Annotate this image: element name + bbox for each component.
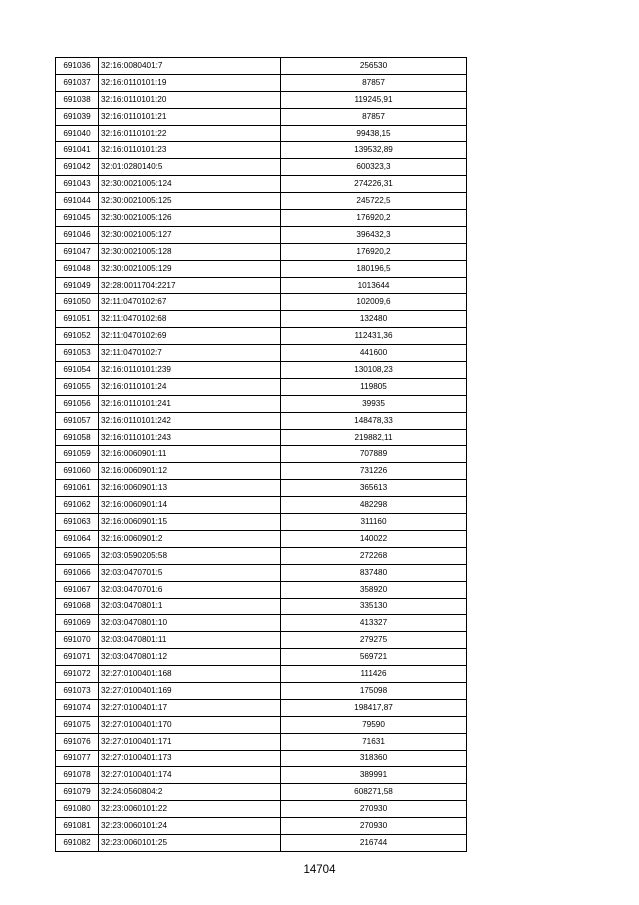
value-cell: 600323,3	[281, 159, 467, 176]
row-id-cell: 691061	[56, 480, 99, 497]
row-id-cell: 691056	[56, 395, 99, 412]
table-row	[56, 74, 467, 91]
cadastral-number-cell: 32:16:0060901:13	[99, 480, 281, 497]
table-row	[56, 328, 467, 345]
value-cell: 180196,5	[281, 260, 467, 277]
table-body	[56, 58, 467, 852]
cadastral-number-cell: 32:24:0560804:2	[99, 784, 281, 801]
row-id-cell: 691037	[56, 74, 99, 91]
value-cell: 79590	[281, 716, 467, 733]
row-id-cell: 691071	[56, 649, 99, 666]
row-id-cell: 691041	[56, 142, 99, 159]
row-id-cell: 691080	[56, 801, 99, 818]
row-id-cell: 691070	[56, 632, 99, 649]
row-id-cell: 691075	[56, 716, 99, 733]
row-id-cell: 691053	[56, 345, 99, 362]
table-row	[56, 767, 467, 784]
row-id-cell: 691046	[56, 226, 99, 243]
table-row	[56, 446, 467, 463]
value-cell: 140022	[281, 530, 467, 547]
value-cell: 99438,15	[281, 125, 467, 142]
cadastral-number-cell: 32:23:0060101:25	[99, 834, 281, 851]
value-cell: 111426	[281, 666, 467, 683]
row-id-cell: 691043	[56, 176, 99, 193]
value-cell: 608271,58	[281, 784, 467, 801]
table-row	[56, 480, 467, 497]
row-id-cell: 691078	[56, 767, 99, 784]
row-id-cell: 691074	[56, 699, 99, 716]
row-id-cell: 691048	[56, 260, 99, 277]
cadastral-number-cell: 32:16:0110101:23	[99, 142, 281, 159]
table-row	[56, 108, 467, 125]
table-row	[56, 530, 467, 547]
table-row	[56, 378, 467, 395]
table-row	[56, 733, 467, 750]
cadastral-number-cell: 32:16:0110101:242	[99, 412, 281, 429]
table-row	[56, 834, 467, 851]
table-row	[56, 784, 467, 801]
row-id-cell: 691079	[56, 784, 99, 801]
table-row	[56, 598, 467, 615]
value-cell: 139532,89	[281, 142, 467, 159]
value-cell: 256530	[281, 58, 467, 75]
cadastral-number-cell: 32:16:0080401:7	[99, 58, 281, 75]
row-id-cell: 691069	[56, 615, 99, 632]
cadastral-number-cell: 32:03:0470801:10	[99, 615, 281, 632]
table-row	[56, 395, 467, 412]
cadastral-number-cell: 32:28:0011704:2217	[99, 277, 281, 294]
table-row	[56, 463, 467, 480]
row-id-cell: 691065	[56, 547, 99, 564]
row-id-cell: 691081	[56, 818, 99, 835]
table-row	[56, 345, 467, 362]
cadastral-number-cell: 32:03:0590205:58	[99, 547, 281, 564]
value-cell: 396432,3	[281, 226, 467, 243]
value-cell: 1013644	[281, 277, 467, 294]
row-id-cell: 691036	[56, 58, 99, 75]
cadastral-number-cell: 32:27:0100401:169	[99, 682, 281, 699]
row-id-cell: 691058	[56, 429, 99, 446]
table-row	[56, 682, 467, 699]
value-cell: 148478,33	[281, 412, 467, 429]
value-cell: 216744	[281, 834, 467, 851]
value-cell: 413327	[281, 615, 467, 632]
value-cell: 274226,31	[281, 176, 467, 193]
table-row	[56, 91, 467, 108]
table-row	[56, 716, 467, 733]
row-id-cell: 691082	[56, 834, 99, 851]
value-cell: 482298	[281, 497, 467, 514]
table-row	[56, 412, 467, 429]
table-row	[56, 142, 467, 159]
table-row	[56, 581, 467, 598]
table-row	[56, 294, 467, 311]
table-row	[56, 514, 467, 531]
cadastral-number-cell: 32:03:0470801:12	[99, 649, 281, 666]
cadastral-number-cell: 32:16:0110101:22	[99, 125, 281, 142]
row-id-cell: 691062	[56, 497, 99, 514]
cadastral-number-cell: 32:03:0470801:11	[99, 632, 281, 649]
table-row	[56, 666, 467, 683]
row-id-cell: 691042	[56, 159, 99, 176]
table-row	[56, 260, 467, 277]
cadastral-number-cell: 32:27:0100401:17	[99, 699, 281, 716]
cadastral-number-cell: 32:16:0060901:14	[99, 497, 281, 514]
row-id-cell: 691057	[56, 412, 99, 429]
table-row	[56, 615, 467, 632]
cadastral-number-cell: 32:30:0021005:126	[99, 210, 281, 227]
value-cell: 219882,11	[281, 429, 467, 446]
row-id-cell: 691044	[56, 193, 99, 210]
row-id-cell: 691066	[56, 564, 99, 581]
value-cell: 389991	[281, 767, 467, 784]
cadastral-number-cell: 32:16:0060901:15	[99, 514, 281, 531]
cadastral-number-cell: 32:16:0110101:19	[99, 74, 281, 91]
value-cell: 707889	[281, 446, 467, 463]
row-id-cell: 691077	[56, 750, 99, 767]
value-cell: 311160	[281, 514, 467, 531]
cadastral-number-cell: 32:16:0060901:11	[99, 446, 281, 463]
table-row	[56, 159, 467, 176]
cadastral-number-cell: 32:03:0470701:5	[99, 564, 281, 581]
table-row	[56, 226, 467, 243]
value-cell: 175098	[281, 682, 467, 699]
row-id-cell: 691045	[56, 210, 99, 227]
cadastral-number-cell: 32:30:0021005:124	[99, 176, 281, 193]
value-cell: 39935	[281, 395, 467, 412]
value-cell: 119805	[281, 378, 467, 395]
cadastral-number-cell: 32:03:0470801:1	[99, 598, 281, 615]
row-id-cell: 691064	[56, 530, 99, 547]
value-cell: 569721	[281, 649, 467, 666]
table-row	[56, 125, 467, 142]
table-row	[56, 311, 467, 328]
value-cell: 198417,87	[281, 699, 467, 716]
row-id-cell: 691051	[56, 311, 99, 328]
cadastral-number-cell: 32:16:0110101:24	[99, 378, 281, 395]
cadastral-number-cell: 32:23:0060101:24	[99, 818, 281, 835]
value-cell: 731226	[281, 463, 467, 480]
table-row	[56, 58, 467, 75]
value-cell: 365613	[281, 480, 467, 497]
value-cell: 176920,2	[281, 210, 467, 227]
row-id-cell: 691038	[56, 91, 99, 108]
row-id-cell: 691054	[56, 362, 99, 379]
cadastral-number-cell: 32:11:0470102:67	[99, 294, 281, 311]
value-cell: 102009,6	[281, 294, 467, 311]
cadastral-number-cell: 32:11:0470102:68	[99, 311, 281, 328]
cadastral-number-cell: 32:27:0100401:168	[99, 666, 281, 683]
value-cell: 87857	[281, 108, 467, 125]
table-row	[56, 277, 467, 294]
cadastral-number-cell: 32:23:0060101:22	[99, 801, 281, 818]
row-id-cell: 691067	[56, 581, 99, 598]
table-row	[56, 497, 467, 514]
row-id-cell: 691050	[56, 294, 99, 311]
row-id-cell: 691072	[56, 666, 99, 683]
cadastral-number-cell: 32:30:0021005:129	[99, 260, 281, 277]
row-id-cell: 691063	[56, 514, 99, 531]
cadastral-number-cell: 32:11:0470102:69	[99, 328, 281, 345]
cadastral-number-cell: 32:16:0110101:20	[99, 91, 281, 108]
row-id-cell: 691052	[56, 328, 99, 345]
value-cell: 270930	[281, 801, 467, 818]
cadastral-number-cell: 32:03:0470701:6	[99, 581, 281, 598]
value-cell: 318360	[281, 750, 467, 767]
table-row	[56, 632, 467, 649]
cadastral-number-cell: 32:30:0021005:125	[99, 193, 281, 210]
value-cell: 119245,91	[281, 91, 467, 108]
cadastral-value-table	[55, 57, 467, 852]
table-row	[56, 564, 467, 581]
table-row	[56, 429, 467, 446]
value-cell: 71631	[281, 733, 467, 750]
value-cell: 87857	[281, 74, 467, 91]
row-id-cell: 691076	[56, 733, 99, 750]
cadastral-number-cell: 32:30:0021005:127	[99, 226, 281, 243]
value-cell: 335130	[281, 598, 467, 615]
row-id-cell: 691040	[56, 125, 99, 142]
table-row	[56, 193, 467, 210]
row-id-cell: 691073	[56, 682, 99, 699]
value-cell: 279275	[281, 632, 467, 649]
cadastral-number-cell: 32:27:0100401:174	[99, 767, 281, 784]
value-cell: 132480	[281, 311, 467, 328]
table-row	[56, 649, 467, 666]
table-row	[56, 801, 467, 818]
page-number: 14704	[303, 864, 336, 876]
cadastral-number-cell: 32:27:0100401:171	[99, 733, 281, 750]
row-id-cell: 691039	[56, 108, 99, 125]
row-id-cell: 691055	[56, 378, 99, 395]
cadastral-number-cell: 32:16:0110101:243	[99, 429, 281, 446]
cadastral-number-cell: 32:16:0110101:239	[99, 362, 281, 379]
value-cell: 245722,5	[281, 193, 467, 210]
value-cell: 176920,2	[281, 243, 467, 260]
cadastral-number-cell: 32:16:0110101:241	[99, 395, 281, 412]
value-cell: 441600	[281, 345, 467, 362]
value-cell: 272268	[281, 547, 467, 564]
row-id-cell: 691059	[56, 446, 99, 463]
table-row	[56, 176, 467, 193]
table-row	[56, 547, 467, 564]
value-cell: 130108,23	[281, 362, 467, 379]
table-row	[56, 243, 467, 260]
cadastral-number-cell: 32:27:0100401:173	[99, 750, 281, 767]
value-cell: 112431,36	[281, 328, 467, 345]
table-row	[56, 362, 467, 379]
cadastral-number-cell: 32:16:0060901:2	[99, 530, 281, 547]
row-id-cell: 691047	[56, 243, 99, 260]
cadastral-number-cell: 32:11:0470102:7	[99, 345, 281, 362]
table-row	[56, 818, 467, 835]
cadastral-number-cell: 32:16:0060901:12	[99, 463, 281, 480]
row-id-cell: 691049	[56, 277, 99, 294]
value-cell: 270930	[281, 818, 467, 835]
cadastral-number-cell: 32:16:0110101:21	[99, 108, 281, 125]
table-row	[56, 699, 467, 716]
cadastral-number-cell: 32:27:0100401:170	[99, 716, 281, 733]
value-cell: 837480	[281, 564, 467, 581]
value-cell: 358920	[281, 581, 467, 598]
row-id-cell: 691060	[56, 463, 99, 480]
cadastral-number-cell: 32:01:0280140:5	[99, 159, 281, 176]
table-row	[56, 210, 467, 227]
table-row	[56, 750, 467, 767]
cadastral-number-cell: 32:30:0021005:128	[99, 243, 281, 260]
row-id-cell: 691068	[56, 598, 99, 615]
